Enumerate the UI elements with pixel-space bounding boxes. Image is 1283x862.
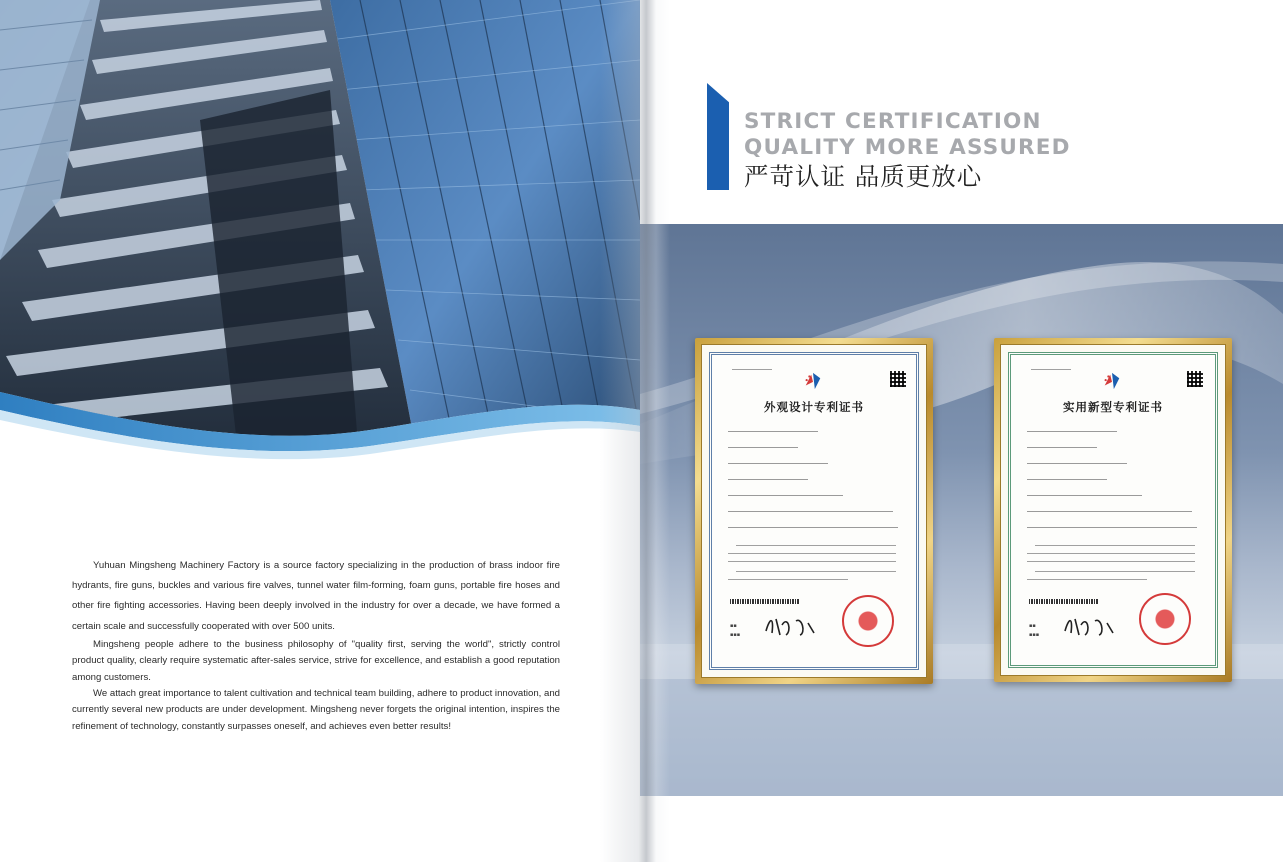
certificate-panel — [640, 224, 1283, 796]
signature-icon — [762, 611, 822, 639]
paragraph-innovation: We attach great importance to talent cultivation and technical team building, adhere to product innovation, and currently several new products are under development. Mingsheng never forgets the original intention, inspires the refinement of technology, constantly surpasses oneself, and achieves even better results! — [72, 688, 561, 732]
qr-code-icon — [1187, 371, 1203, 387]
design-patent-certificate: 外观设计专利证书 ▪▪ ▪▪▪ — [695, 338, 933, 684]
heading-accent-bar — [707, 83, 729, 190]
right-page — [640, 0, 1283, 862]
official-seal-icon — [842, 595, 894, 647]
official-seal-icon — [1139, 593, 1191, 645]
company-description — [72, 556, 560, 735]
certificate-title: 实用新型专利证书 — [1063, 400, 1163, 414]
paragraph-intro: Yuhuan Mingsheng Machinery Factory is a source factory specializing in the production of brass indoor fire hydrants, fire guns, buckles and various fire valves, tunnel water film-forming, foam guns, portable fire hoses and other fire fighting accessories. Having been deeply involved in the industry for over a decade, we have formed a certain scale and successfully cooperated with over 500 units. — [72, 560, 560, 632]
signature-icon — [1061, 611, 1121, 639]
qr-code-icon — [890, 371, 906, 387]
certificate-title: 外观设计专利证书 — [764, 400, 864, 414]
cnipa-logo-icon — [802, 371, 824, 391]
heading-en-line1: STRICT CERTIFICATION — [744, 109, 1042, 134]
heading-chinese: 严苛认证 品质更放心 — [744, 162, 983, 191]
barcode-icon — [730, 599, 800, 604]
cnipa-logo-icon — [1101, 371, 1123, 391]
barcode-icon — [1029, 599, 1099, 604]
heading-en-line2: QUALITY MORE ASSURED — [744, 135, 1071, 160]
paragraph-philosophy: Mingsheng people adhere to the business philosophy of "quality first, serving the world", strictly control product quality, clearly require systematic after-sales service, strive for excellence, and establish a good reputation among customers. — [72, 638, 560, 683]
building-photo — [0, 0, 640, 470]
utility-model-patent-certificate: 实用新型专利证书 ▪▪ ▪▪▪ — [994, 338, 1232, 682]
left-page — [0, 0, 640, 862]
heading-english — [744, 109, 1071, 161]
